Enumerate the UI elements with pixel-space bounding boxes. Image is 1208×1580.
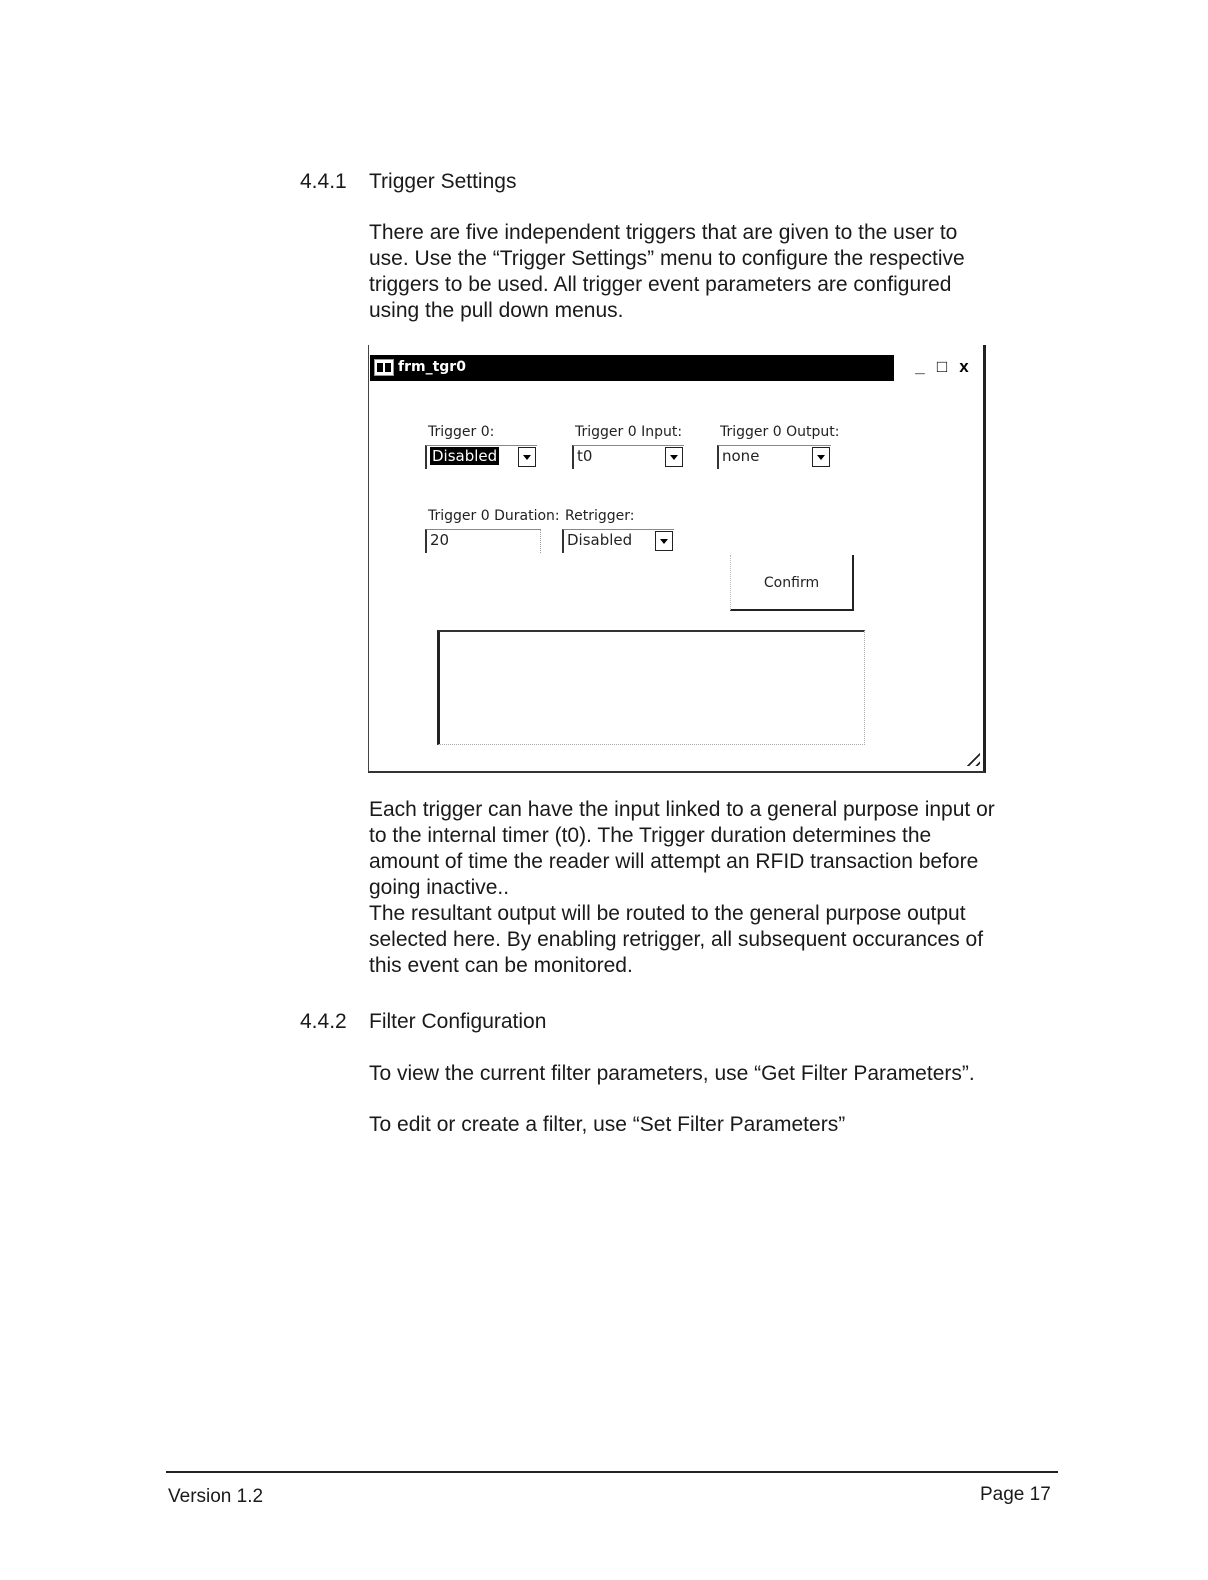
trigger-output-value: none bbox=[722, 447, 760, 465]
output-textarea[interactable] bbox=[437, 630, 865, 745]
maximize-button[interactable]: □ bbox=[936, 357, 948, 376]
minimize-button[interactable]: _ bbox=[915, 357, 925, 376]
intro-line: triggers to be used. All trigger event parameters are configured bbox=[369, 273, 952, 296]
retrigger-label: Retrigger: bbox=[565, 508, 635, 524]
chevron-down-icon[interactable] bbox=[812, 447, 830, 467]
window-controls bbox=[894, 355, 982, 381]
app-icon bbox=[374, 359, 394, 376]
retrigger-value: Disabled bbox=[567, 531, 633, 549]
trigger-select[interactable] bbox=[425, 445, 537, 469]
window-title: frm_tgr0 bbox=[398, 359, 466, 375]
section-number-441: 4.4.1 bbox=[300, 170, 347, 193]
close-button[interactable]: x bbox=[959, 357, 969, 376]
body-line: amount of time the reader will attempt an RFID transaction before bbox=[369, 850, 979, 873]
trigger-label: Trigger 0: bbox=[428, 424, 495, 440]
intro-line: use. Use the “Trigger Settings” menu to configure the respective bbox=[369, 247, 965, 270]
trigger-input-select[interactable] bbox=[572, 445, 684, 469]
confirm-button[interactable]: Confirm bbox=[730, 555, 854, 611]
trigger-description-paragraph bbox=[369, 797, 1059, 979]
body-line: to the internal timer (t0). The Trigger duration determines the bbox=[369, 824, 932, 847]
filter-edit-text: To edit or create a filter, use “Set Filter Parameters” bbox=[369, 1113, 846, 1136]
footer-version: Version 1.2 bbox=[168, 1486, 264, 1507]
footer-page-number: Page 17 bbox=[980, 1484, 1051, 1505]
trigger-input-label: Trigger 0 Input: bbox=[575, 424, 683, 440]
section-title-442: Filter Configuration bbox=[369, 1010, 547, 1033]
trigger-duration-input[interactable] bbox=[425, 529, 541, 553]
chevron-down-icon[interactable] bbox=[518, 447, 536, 467]
trigger-output-label: Trigger 0 Output: bbox=[720, 424, 840, 440]
section-title-441: Trigger Settings bbox=[369, 170, 517, 193]
trigger-output-select[interactable] bbox=[717, 445, 831, 469]
body-line: this event can be monitored. bbox=[369, 954, 633, 977]
trigger-input-value: t0 bbox=[577, 447, 593, 465]
section-number-442: 4.4.2 bbox=[300, 1010, 347, 1033]
intro-paragraph bbox=[369, 220, 1059, 324]
body-line: The resultant output will be routed to the general purpose output bbox=[369, 902, 966, 925]
footer-divider bbox=[166, 1471, 1058, 1473]
window-titlebar bbox=[370, 355, 982, 381]
trigger-duration-label: Trigger 0 Duration: bbox=[428, 508, 560, 524]
trigger-select-value: Disabled bbox=[432, 447, 498, 465]
body-line: selected here. By enabling retrigger, all subsequent occurances of bbox=[369, 928, 984, 951]
chevron-down-icon[interactable] bbox=[665, 447, 683, 467]
body-line: Each trigger can have the input linked to a general purpose input or bbox=[369, 798, 995, 821]
body-line: going inactive.. bbox=[369, 876, 510, 899]
trigger-duration-value: 20 bbox=[430, 531, 450, 549]
filter-view-text: To view the current filter parameters, use “Get Filter Parameters”. bbox=[369, 1062, 975, 1085]
chevron-down-icon[interactable] bbox=[655, 531, 673, 551]
intro-line: There are five independent triggers that are given to the user to bbox=[369, 221, 958, 244]
intro-line: using the pull down menus. bbox=[369, 299, 624, 322]
retrigger-select[interactable] bbox=[562, 529, 674, 553]
